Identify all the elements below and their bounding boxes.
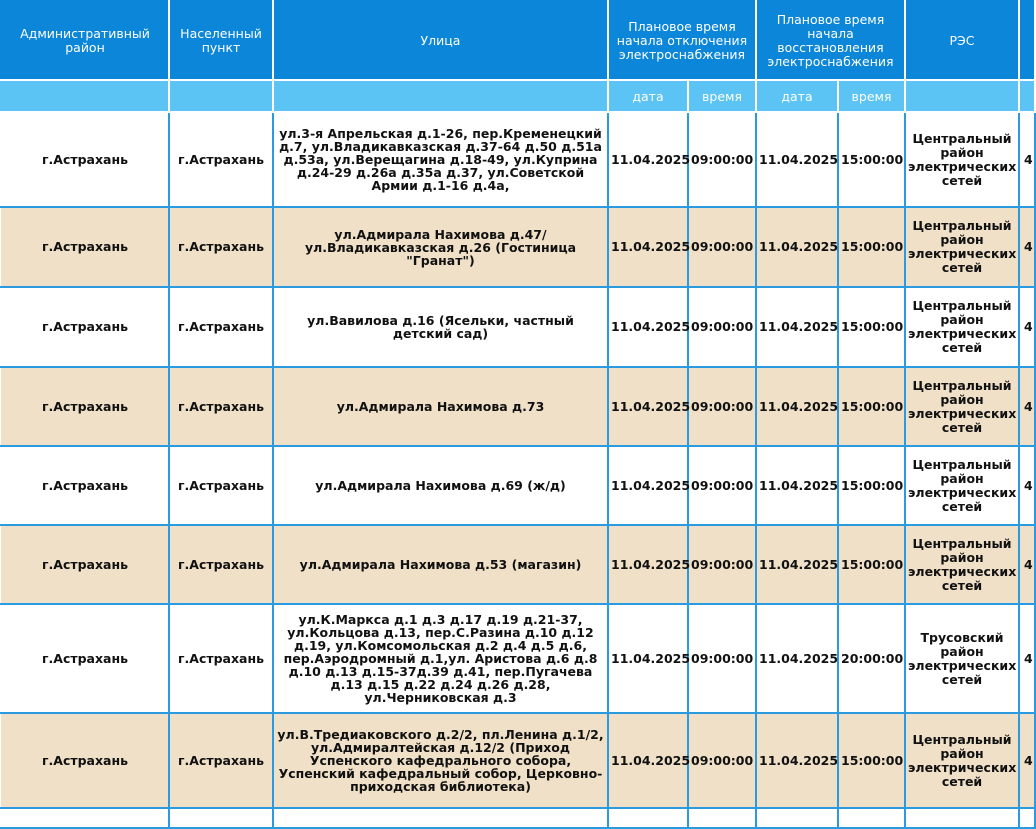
cell-restore-time: 15:00:00 — [838, 287, 905, 367]
cell-restore-time: 15:00:00 — [838, 525, 905, 604]
cell-extra: 4 — [1019, 112, 1035, 207]
cell-extra: 4 — [1019, 525, 1035, 604]
header-locality: Населенный пункт — [169, 1, 273, 80]
table-row — [1, 446, 1035, 525]
cell-res: Центральный район электрических сетей — [905, 713, 1019, 808]
cell-locality: г.Астрахань — [169, 525, 273, 604]
cell-district: г.Астрахань — [1, 207, 169, 287]
cell-extra: 4 — [1019, 446, 1035, 525]
cell-res: Центральный район электрических сетей — [905, 287, 1019, 367]
cell-start-date: 11.04.2025 — [608, 713, 688, 808]
cell-street: ул.В.Тредиаковского д.2/2, пл.Ленина д.1/2, ул.Адмиралтейская д.12/2 (Приход Успенского кафедрального собора, Успенский кафедральный собор, Церковно-приходская библиотека) — [273, 713, 608, 808]
cell-res: Центральный район электрических сетей — [905, 367, 1019, 446]
table-row — [1, 112, 1035, 207]
subheader-start-time: время — [688, 80, 756, 112]
cell-res: Центральный район электрических сетей — [905, 446, 1019, 525]
subheader-empty — [905, 80, 1019, 112]
cell-restore-date: 11.04.2025 — [756, 604, 838, 713]
table-row — [1, 287, 1035, 367]
table-cell — [273, 808, 608, 828]
cell-restore-time: 15:00:00 — [838, 446, 905, 525]
header-district: Административный район — [1, 1, 169, 80]
table-body — [1, 112, 1035, 828]
cell-restore-date: 11.04.2025 — [756, 287, 838, 367]
subheader-restore-time: время — [838, 80, 905, 112]
header-res: РЭС — [905, 1, 1019, 80]
cell-street: ул.К.Маркса д.1 д.3 д.17 д.19 д.21-37, ул.Кольцова д.13, пер.С.Разина д.10 д.12 д.19, ул.Комсомольская д.2 д.4 д.5 д.6, пер.Аэродромный д.1,ул. Аристова д.6 д.8 д.10 д.13 д.15-37д.39 д.41, пер.Пугачева д.13 д.15 д.22 д.24 д.26 д.28, ул.Черниковская д.3 — [273, 604, 608, 713]
cell-res: Центральный район электрических сетей — [905, 112, 1019, 207]
cell-start-time: 09:00:00 — [688, 367, 756, 446]
cell-restore-date: 11.04.2025 — [756, 525, 838, 604]
table-row — [1, 207, 1035, 287]
table-row — [1, 367, 1035, 446]
subheader-empty — [169, 80, 273, 112]
cell-start-time: 09:00:00 — [688, 604, 756, 713]
table-cell — [756, 808, 838, 828]
table-cell — [838, 808, 905, 828]
cell-street: ул.Адмирала Нахимова д.73 — [273, 367, 608, 446]
cell-restore-date: 11.04.2025 — [756, 446, 838, 525]
header-start-time: Плановое время начала отключения электроснабжения — [608, 1, 756, 80]
cell-extra: 4 — [1019, 604, 1035, 713]
cell-res: Центральный район электрических сетей — [905, 207, 1019, 287]
cell-locality: г.Астрахань — [169, 112, 273, 207]
cell-district: г.Астрахань — [1, 367, 169, 446]
cell-street: ул.Адмирала Нахимова д.53 (магазин) — [273, 525, 608, 604]
cell-start-date: 11.04.2025 — [608, 112, 688, 207]
cell-start-date: 11.04.2025 — [608, 604, 688, 713]
table-cell — [1019, 808, 1035, 828]
cell-district: г.Астрахань — [1, 525, 169, 604]
cell-start-time: 09:00:00 — [688, 446, 756, 525]
cell-restore-date: 11.04.2025 — [756, 367, 838, 446]
cell-start-date: 11.04.2025 — [608, 287, 688, 367]
cell-restore-time: 15:00:00 — [838, 713, 905, 808]
cell-restore-time: 15:00:00 — [838, 367, 905, 446]
cell-start-time: 09:00:00 — [688, 287, 756, 367]
table-row — [1, 713, 1035, 808]
subheader-empty — [1019, 80, 1035, 112]
cell-extra: 4 — [1019, 367, 1035, 446]
cell-locality: г.Астрахань — [169, 287, 273, 367]
cell-street: ул.Адмирала Нахимова д.69 (ж/д) — [273, 446, 608, 525]
cell-street: ул.3-я Апрельская д.1-26, пер.Кременецкий д.7, ул.Владикавказская д.37-64 д.50 д.51а д.53а, ул.Верещагина д.18-49, ул.Куприна д.24-29 д.26а д.35а д.37, ул.Советской Армии д.1-16 д.4а, — [273, 112, 608, 207]
subheader-start-date: дата — [608, 80, 688, 112]
cell-restore-date: 11.04.2025 — [756, 207, 838, 287]
cell-restore-date: 11.04.2025 — [756, 112, 838, 207]
header-street: Улица — [273, 1, 608, 80]
cell-street: ул.Вавилова д.16 (Ясельки, частный детский сад) — [273, 287, 608, 367]
cell-district: г.Астрахань — [1, 713, 169, 808]
header-restore-time: Плановое время начала восстановления электроснабжения — [756, 1, 905, 80]
cell-extra: 4 — [1019, 207, 1035, 287]
table-row — [1, 808, 1035, 828]
table-cell — [608, 808, 688, 828]
subheader-empty — [1, 80, 169, 112]
table-cell — [905, 808, 1019, 828]
cell-locality: г.Астрахань — [169, 367, 273, 446]
cell-restore-time: 15:00:00 — [838, 112, 905, 207]
cell-district: г.Астрахань — [1, 287, 169, 367]
cell-locality: г.Астрахань — [169, 713, 273, 808]
table-cell — [169, 808, 273, 828]
cell-street: ул.Адмирала Нахимова д.47/ ул.Владикавказская д.26 (Гостиница "Гранат") — [273, 207, 608, 287]
table-cell — [688, 808, 756, 828]
cell-locality: г.Астрахань — [169, 446, 273, 525]
cell-restore-date: 11.04.2025 — [756, 713, 838, 808]
cell-start-time: 09:00:00 — [688, 112, 756, 207]
cell-start-date: 11.04.2025 — [608, 525, 688, 604]
cell-restore-time: 15:00:00 — [838, 207, 905, 287]
cell-start-time: 09:00:00 — [688, 713, 756, 808]
cell-start-date: 11.04.2025 — [608, 367, 688, 446]
table-row — [1, 604, 1035, 713]
table-header — [1, 1, 1035, 112]
table-row — [1, 525, 1035, 604]
subheader-empty — [273, 80, 608, 112]
header-extra — [1019, 1, 1035, 80]
table-cell — [1, 808, 169, 828]
cell-res: Трусовский район электрических сетей — [905, 604, 1019, 713]
cell-district: г.Астрахань — [1, 446, 169, 525]
cell-start-time: 09:00:00 — [688, 525, 756, 604]
cell-start-time: 09:00:00 — [688, 207, 756, 287]
cell-district: г.Астрахань — [1, 112, 169, 207]
cell-locality: г.Астрахань — [169, 207, 273, 287]
cell-start-date: 11.04.2025 — [608, 446, 688, 525]
subheader-restore-date: дата — [756, 80, 838, 112]
cell-locality: г.Астрахань — [169, 604, 273, 713]
cell-district: г.Астрахань — [1, 604, 169, 713]
cell-extra: 4 — [1019, 287, 1035, 367]
cell-res: Центральный район электрических сетей — [905, 525, 1019, 604]
cell-start-date: 11.04.2025 — [608, 207, 688, 287]
cell-extra: 4 — [1019, 713, 1035, 808]
cell-restore-time: 20:00:00 — [838, 604, 905, 713]
